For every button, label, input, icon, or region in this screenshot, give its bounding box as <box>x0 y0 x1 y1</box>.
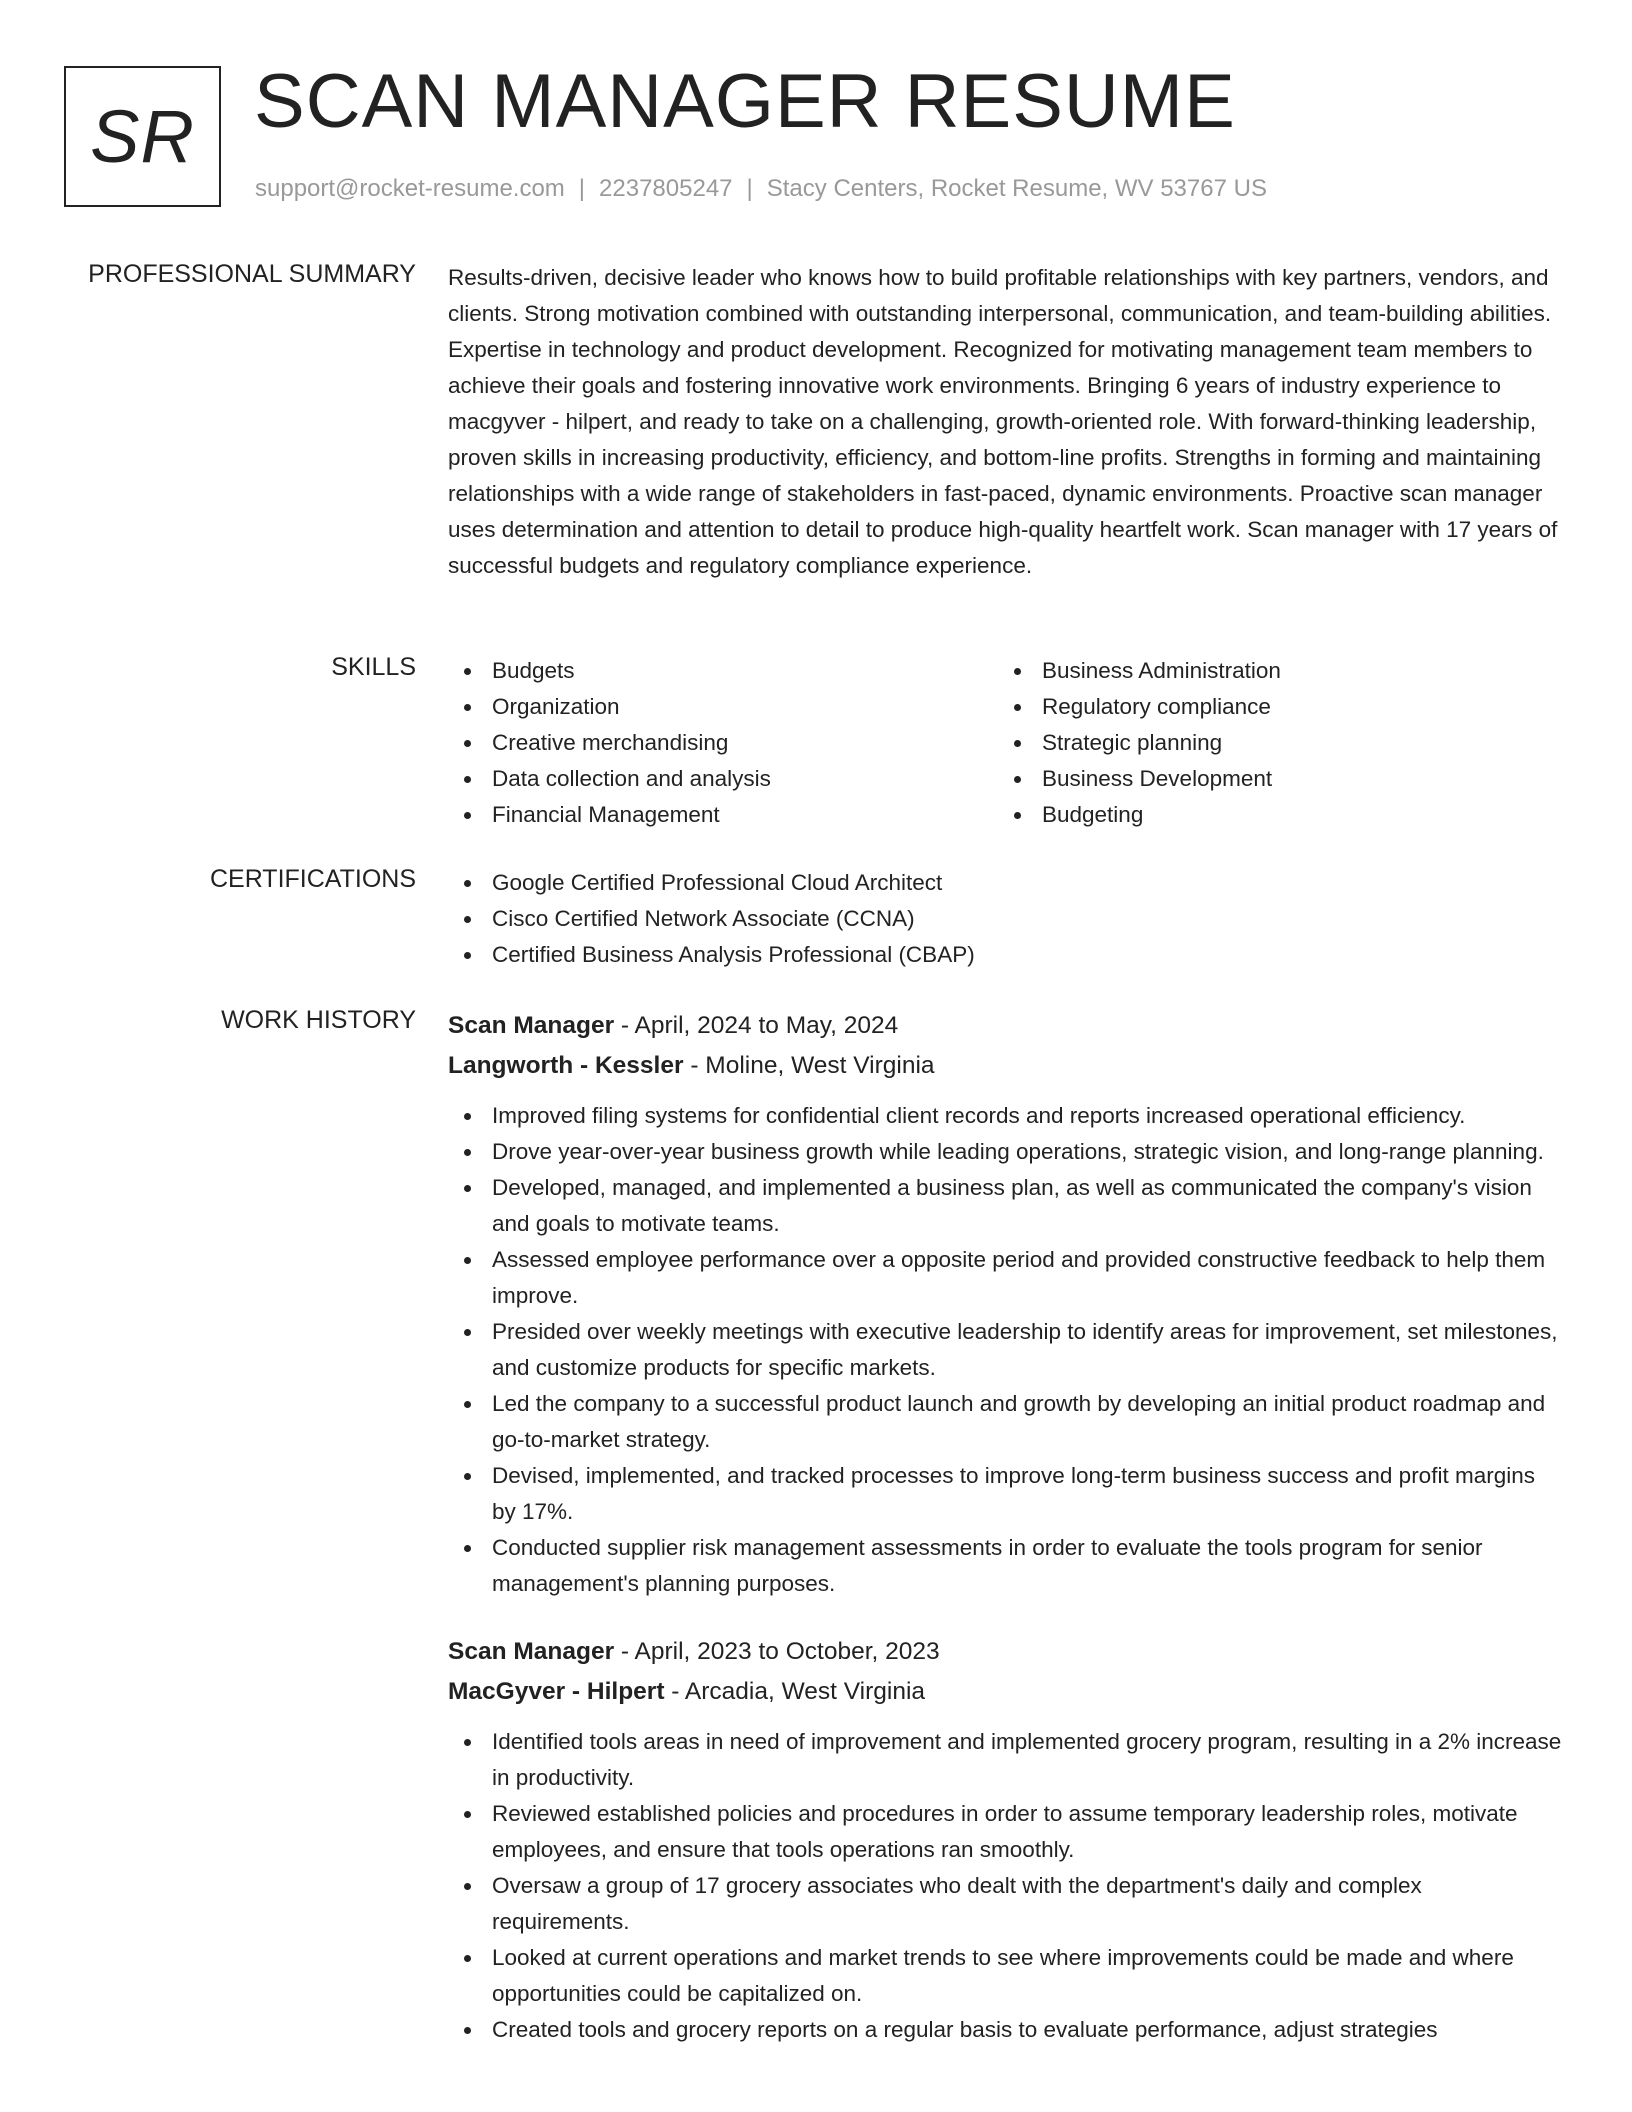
skill-item: Strategic planning <box>998 725 1548 761</box>
contact-address: Stacy Centers, Rocket Resume, WV 53767 US <box>766 175 1267 202</box>
contact-separator: | <box>746 175 753 202</box>
skill-item: Organization <box>448 689 998 725</box>
job-company: Langworth - Kessler <box>448 1052 684 1079</box>
work-history-body <box>448 1006 1563 2048</box>
job-duty-item: Conducted supplier risk management assessments in order to evaluate the tools program for senior management's planning purposes. <box>448 1530 1563 1602</box>
skill-item: Regulatory compliance <box>998 689 1548 725</box>
job-title: Scan Manager <box>448 1012 615 1039</box>
certifications-label: CERTIFICATIONS <box>209 865 416 893</box>
job-location: - Moline, West Virginia <box>683 1052 935 1079</box>
job-duties-list <box>448 1098 1563 1602</box>
certifications-list <box>448 865 1563 973</box>
certification-item: Cisco Certified Network Associate (CCNA) <box>448 901 1563 937</box>
skills-list-left <box>448 653 998 833</box>
contact-phone: 2237805247 <box>599 175 733 202</box>
job-location: - Arcadia, West Virginia <box>664 1678 926 1705</box>
monogram-logo: SR <box>64 66 221 207</box>
certification-item: Google Certified Professional Cloud Architect <box>448 865 1563 901</box>
work-history-label: WORK HISTORY <box>221 1006 416 1034</box>
job-title-line <box>448 1006 1563 1046</box>
job-duty-item: Created tools and grocery reports on a regular basis to evaluate performance, adjust strategies <box>448 2012 1563 2048</box>
job-duty-item: Led the company to a successful product launch and growth by developing an initial product roadmap and go-to-market strategy. <box>448 1386 1563 1458</box>
job-duty-item: Drove year-over-year business growth while leading operations, strategic vision, and long-range planning. <box>448 1134 1563 1170</box>
job-duty-item: Reviewed established policies and procedures in order to assume temporary leadership roles, motivate employees, and ensure that tools operations ran smoothly. <box>448 1796 1563 1868</box>
contact-line <box>255 175 1267 203</box>
job-duty-item: Developed, managed, and implemented a business plan, as well as communicated the company's vision and goals to motivate teams. <box>448 1170 1563 1242</box>
job-duty-item: Identified tools areas in need of improvement and implemented grocery program, resulting in a 2% increase in productivity. <box>448 1724 1563 1796</box>
skill-item: Data collection and analysis <box>448 761 998 797</box>
certification-item: Certified Business Analysis Professional (CBAP) <box>448 937 1563 973</box>
job-title-line <box>448 1632 1563 1672</box>
contact-separator: | <box>578 175 586 202</box>
job-duty-item: Looked at current operations and market trends to see where improvements could be made and where opportunities could be capitalized on. <box>448 1940 1563 2012</box>
skill-item: Business Administration <box>998 653 1548 689</box>
job-title: Scan Manager <box>448 1638 615 1665</box>
summary-text: Results-driven, decisive leader who knows how to build profitable relationships with key partners, vendors, and clients. Strong motivation combined with outstanding interpersonal, communication, and team-building abilities. Expertise in technology and product development. Recognized for motivating management team members to achieve their goals and fostering innovative work environments. Bringing 6 years of industry experience to macgyver - hilpert, and ready to take on a challenging, growth-oriented role. With forward-thinking leadership, proven skills in increasing productivity, efficiency, and bottom-line profits. Strengths in forming and maintaining relationships with a wide range of stakeholders in fast-paced, dynamic environments. Proactive scan manager uses determination and attention to detail to produce high-quality heartfelt work. Scan manager with 17 years of successful budgets and regulatory compliance experience. <box>448 265 1558 578</box>
skills-body <box>448 653 1563 833</box>
certifications-body <box>448 865 1563 973</box>
job-dates: - April, 2024 to May, 2024 <box>614 1012 899 1039</box>
job-duties-list <box>448 1724 1563 2048</box>
skill-item: Business Development <box>998 761 1548 797</box>
job-dates: - April, 2023 to October, 2023 <box>614 1638 940 1665</box>
job-duty-item: Improved filing systems for confidential client records and reports increased operational efficiency. <box>448 1098 1563 1134</box>
resume-title: SCAN MANAGER RESUME <box>254 59 1236 144</box>
job-entry <box>448 1632 1563 2048</box>
job-company-line <box>448 1672 1563 1712</box>
skills-list-right <box>998 653 1548 833</box>
skills-label: SKILLS <box>331 653 416 681</box>
job-company: MacGyver - Hilpert <box>448 1678 665 1705</box>
job-company-line <box>448 1046 1563 1086</box>
job-duty-item: Devised, implemented, and tracked processes to improve long-term business success and profit margins by 17%. <box>448 1458 1563 1530</box>
skill-item: Financial Management <box>448 797 998 833</box>
contact-email: support@rocket-resume.com <box>255 175 565 202</box>
job-duty-item: Presided over weekly meetings with executive leadership to identify areas for improvement, set milestones, and customize products for specific markets. <box>448 1314 1563 1386</box>
job-duty-item: Oversaw a group of 17 grocery associates who dealt with the department's daily and complex requirements. <box>448 1868 1563 1940</box>
skill-item: Budgeting <box>998 797 1548 833</box>
job-duty-item: Assessed employee performance over a opposite period and provided constructive feedback to help them improve. <box>448 1242 1563 1314</box>
summary-body <box>448 260 1563 584</box>
job-entry <box>448 1006 1563 1602</box>
skill-item: Creative merchandising <box>448 725 998 761</box>
summary-label: PROFESSIONAL SUMMARY <box>88 260 416 288</box>
skill-item: Budgets <box>448 653 998 689</box>
